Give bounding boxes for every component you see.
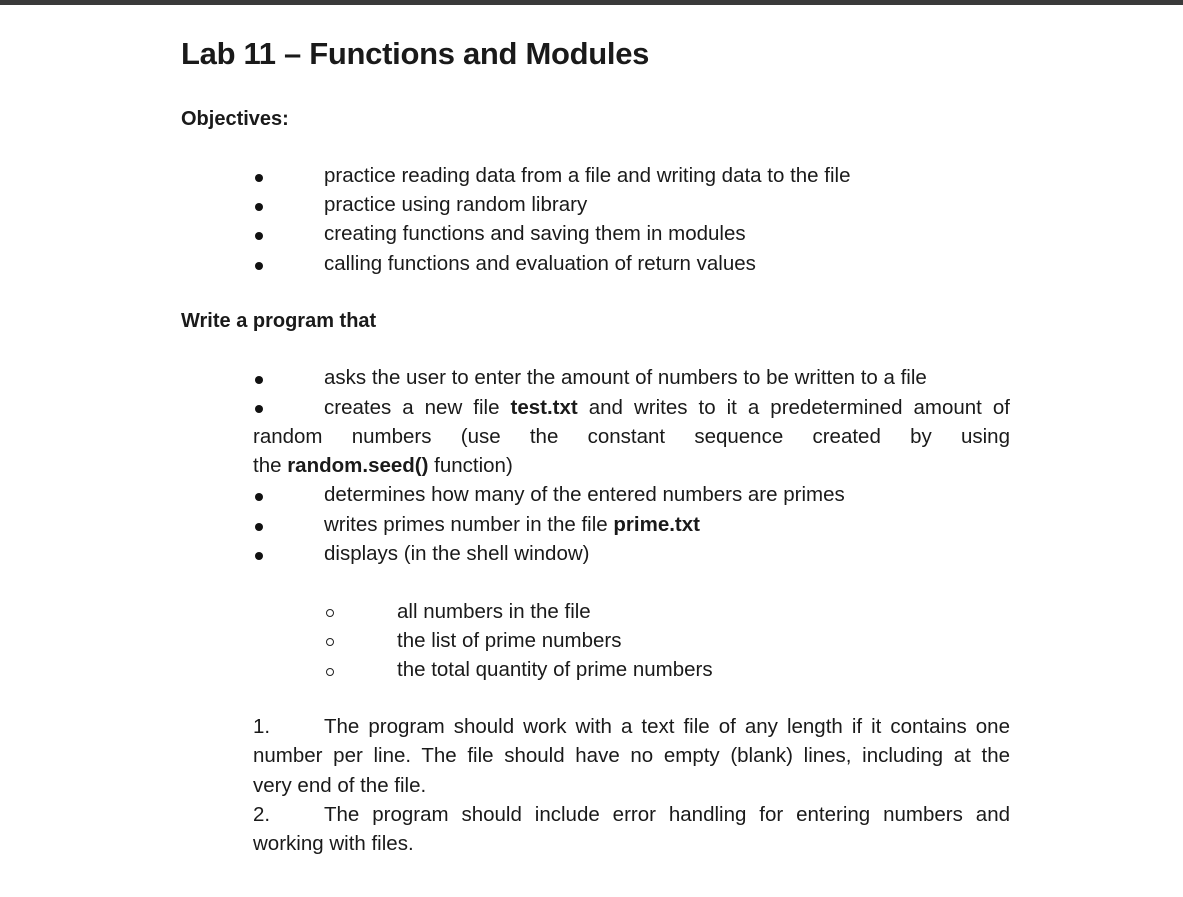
program-item-continued: random numbers (use the constant sequence created by using [253,425,1010,448]
bullet-icon [255,174,263,182]
requirement-text: The program should work with a text file of any length if it contains one [324,715,1010,738]
text-span: function) [428,454,513,477]
circle-bullet-icon [326,609,334,617]
function-name: random.seed() [287,454,429,477]
bullet-icon [255,262,263,270]
bullet-icon [255,523,263,531]
program-item [324,513,700,537]
objective-item: practice using random library [324,193,588,216]
requirement-text: very end of the file. [253,774,427,797]
program-subitem: the total quantity of prime numbers [397,658,713,681]
requirement-number: 1. [253,715,271,738]
page-title: Lab 11 – Functions and Modules [181,36,650,71]
bullet-icon [255,552,263,560]
program-item-continued [253,454,513,478]
text-span: writes primes number in the file [324,513,614,536]
circle-bullet-icon [326,668,334,676]
program-heading: Write a program that [181,310,377,332]
program-item [324,396,1010,420]
program-item: asks the user to enter the amount of numbers to be written to a file [324,366,927,389]
program-subitem: the list of prime numbers [397,629,622,652]
text-span: the [253,454,288,477]
objective-item: calling functions and evaluation of return values [324,252,756,275]
bullet-icon [255,405,263,413]
circle-bullet-icon [326,638,334,646]
requirement-text: The program should include error handling for entering numbers and [324,803,1010,826]
program-subitem: all numbers in the file [397,600,591,623]
bullet-icon [255,493,263,501]
requirement-number: 2. [253,803,271,826]
text-span: creates a new file [324,396,511,419]
requirement-text: working with files. [253,832,414,855]
bullet-icon [255,376,263,384]
bullet-icon [255,203,263,211]
filename-test: test.txt [510,396,578,419]
program-item: displays (in the shell window) [324,542,590,565]
objectives-heading: Objectives: [181,108,289,130]
requirement-text: number per line. The file should have no empty (blank) lines, including at the [253,744,1010,767]
objective-item: creating functions and saving them in modules [324,222,746,245]
bullet-icon [255,232,263,240]
program-item: determines how many of the entered numbers are primes [324,483,845,506]
filename-prime: prime.txt [613,513,700,536]
objective-item: practice reading data from a file and writing data to the file [324,164,851,187]
text-span: and writes to it a predetermined amount of [577,396,1010,419]
